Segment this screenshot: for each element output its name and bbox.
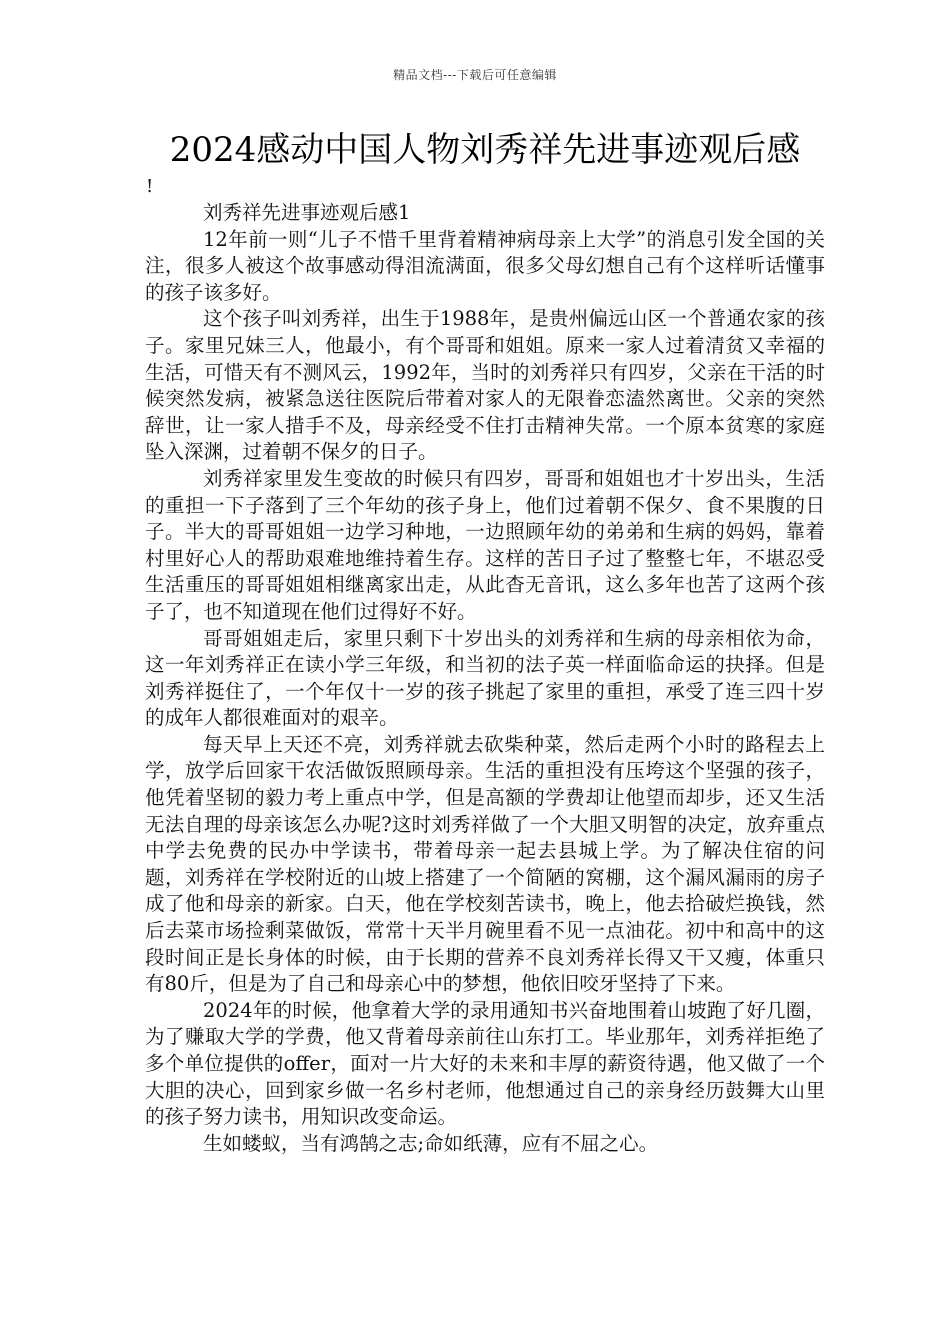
page-header: 精品文档---下载后可任意编辑 xyxy=(393,68,557,82)
paragraph: 生如蝼蚁，当有鸿鹄之志;命如纸薄，应有不屈之心。 xyxy=(203,1131,659,1155)
section-heading: 刘秀祥先进事迹观后感1 xyxy=(203,201,411,224)
document-body xyxy=(145,200,825,1157)
paragraph: 2024年的时候，他拿着大学的录用通知书兴奋地围着山坡跑了好几圈，为了赚取大学的学费，他又背着母亲前往山东打工。毕业那年，刘秀祥拒绝了多个单位提供的offer，面对一片大好的未来和丰厚的薪资待遇，他又做了一个大胆的决心，回到家乡做一名乡村老师，他想通过自己的亲身经历鼓舞大山里的孩子努力读书，用知识改变命运。 xyxy=(145,998,825,1129)
title-tail: ! xyxy=(146,176,154,197)
paragraph: 每天早上天还不亮，刘秀祥就去砍柴种菜，然后走两个小时的路程去上学，放学后回家干农活做饭照顾母亲。生活的重担没有压垮这个坚强的孩子，他凭着坚韧的毅力考上重点中学，但是高额的学费却让他望而却步，还又生活无法自理的母亲该怎么办呢?这时刘秀祥做了一个大胆又明智的决定，放弃重点中学去免费的民办中学读书，带着母亲一起去县城上学。为了解决住宿的问题，刘秀祥在学校附近的山坡上搭建了一个简陋的窝棚，这个漏风漏雨的房子成了他和母亲的新家。白天，他在学校刻苦读书，晚上，他去拾破烂换钱，然后去菜市场捡剩菜做饭，常常十天半月碗里看不见一点油花。初中和高中的这段时间正是长身体的时候，由于长期的营养不良刘秀祥长得又干又瘦，体重只有80斤，但是为了自己和母亲心中的梦想，他依旧咬牙坚持了下来。 xyxy=(145,732,825,996)
paragraph: 刘秀祥家里发生变故的时候只有四岁，哥哥和姐姐也才十岁出头，生活的重担一下子落到了三个年幼的孩子身上，他们过着朝不保夕、食不果腹的日子。半大的哥哥姐姐一边学习种地，一边照顾年幼的弟弟和生病的妈妈，靠着村里好心人的帮助艰难地维持着生存。这样的苦日子过了整整七年，不堪忍受生活重压的哥哥姐姐相继离家出走，从此杳无音讯，这么多年也苦了这两个孩子了，也不知道现在他们过得好不好。 xyxy=(145,466,825,623)
paragraph: 哥哥姐姐走后，家里只剩下十岁出头的刘秀祥和生病的母亲相依为命，这一年刘秀祥正在读小学三年级，和当初的法子英一样面临命运的抉择。但是刘秀祥挺住了，一个年仅十一岁的孩子挑起了家里的重担，承受了连三四十岁的成年人都很难面对的艰辛。 xyxy=(145,626,825,730)
paragraph: 这个孩子叫刘秀祥，出生于1988年，是贵州偏远山区一个普通农家的孩子。家里兄妹三人，他最小，有个哥哥和姐姐。原来一家人过着清贫又幸福的生活，可惜天有不测风云，1992年，当时的刘秀祥只有四岁，父亲在干活的时候突然发病，被紧急送往医院后带着对家人的无限眷恋溘然离世。父亲的突然辞世，让一家人措手不及，母亲经受不住打击精神失常。一个原本贫寒的家庭坠入深渊，过着朝不保夕的日子。 xyxy=(145,307,825,464)
paragraph: 12年前一则“儿子不惜千里背着精神病母亲上大学”的消息引发全国的关注，很多人被这个故事感动得泪流满面，很多父母幻想自己有个这样听话懂事的孩子该多好。 xyxy=(145,227,825,304)
document-title: 2024感动中国人物刘秀祥先进事迹观后感 xyxy=(169,130,801,170)
